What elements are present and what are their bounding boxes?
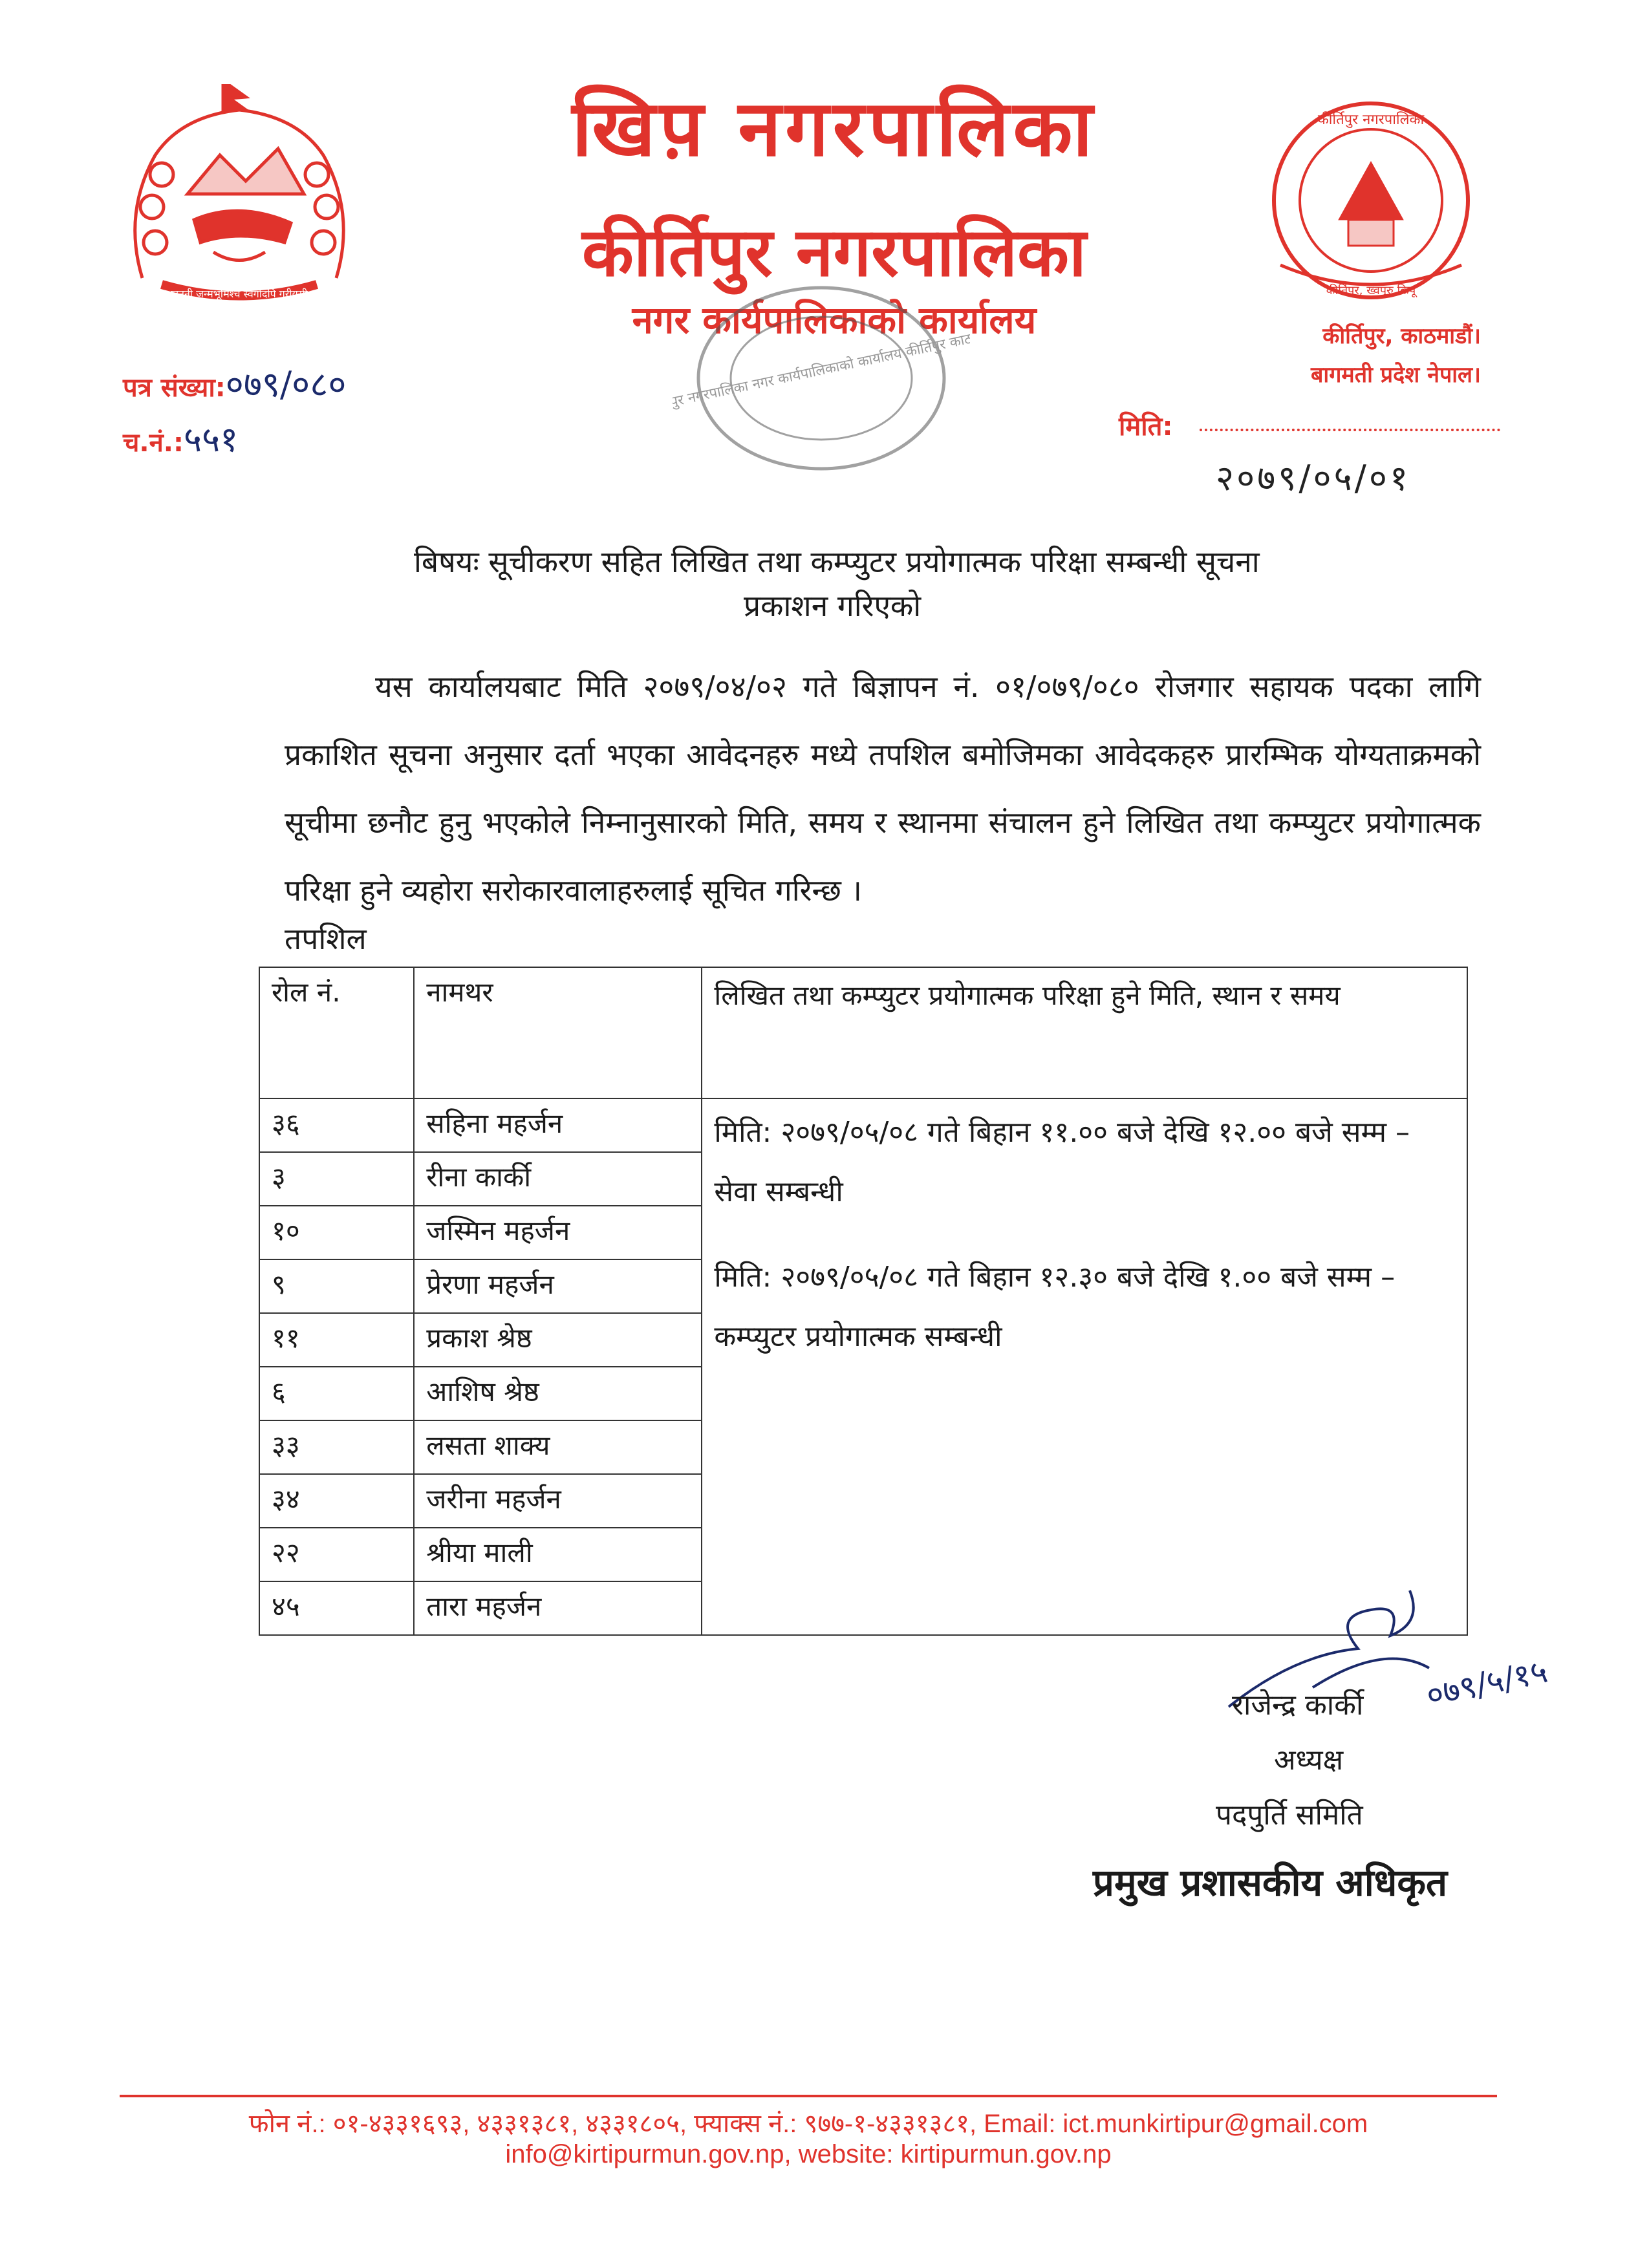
- footer-divider: [120, 2095, 1497, 2097]
- roll-cell: ९: [259, 1259, 414, 1313]
- name-cell: तारा महर्जन: [414, 1581, 702, 1635]
- roll-cell: ६: [259, 1367, 414, 1420]
- date-dotted-line: [1200, 423, 1500, 431]
- date-label: मिति:: [1119, 412, 1173, 442]
- letter-number: [123, 359, 346, 407]
- dispatch-number-label: च.नं.:: [123, 428, 184, 458]
- office-address: [1209, 317, 1481, 394]
- roll-cell: ३: [259, 1152, 414, 1206]
- address-line-1: कीर्तिपुर, काठमाडौं।: [1322, 323, 1481, 349]
- signatory-name: राजेन्द्र कार्की: [1232, 1689, 1364, 1722]
- svg-text:कीर्तिपुर नगरपालिका: कीर्तिपुर नगरपालिका: [1317, 112, 1425, 128]
- office-name: नगर कार्यपालिकाको कार्यालय: [632, 298, 1037, 342]
- name-cell: लसता शाक्य: [414, 1420, 702, 1474]
- office-stamp: [673, 272, 970, 485]
- nepal-emblem-icon: [116, 84, 362, 317]
- dispatch-number: [123, 414, 238, 462]
- name-cell: श्रीया माली: [414, 1528, 702, 1581]
- table-header-row: [259, 967, 1467, 1098]
- signatory-role-chair: अध्यक्ष: [1274, 1744, 1344, 1777]
- footer-web: info@kirtipurmun.gov.np, website: kirtipurmun.gov.np: [505, 2140, 1112, 2168]
- footer-contact: फोन नं.: ०१-४३३१६९३, ४३३१३८१, ४३३१८०५, फ्याक्स नं.: ९७७-१-४३३१३८१, Email: ict.munkirtipur@gmail.com: [248, 2110, 1368, 2138]
- svg-text:०७९/५/१५: ०७९/५/१५: [1423, 1652, 1551, 1715]
- name-cell: प्रेरणा महर्जन: [414, 1259, 702, 1313]
- header-roll: रोल नं.: [259, 967, 414, 1098]
- roll-cell: ३३: [259, 1420, 414, 1474]
- schedule-item: मिति: २०७९/०५/०८ गते बिहान ११.०० बजे देखि १२.०० बजे सम्म – सेवा सम्बन्धी: [714, 1116, 1410, 1208]
- header-schedule: लिखित तथा कम्प्युटर प्रयोगात्मक परिक्षा हुने मिति, स्थान र समय: [702, 967, 1467, 1098]
- schedule-cell: [702, 1098, 1467, 1635]
- svg-text:कीर्तिपुर नगरपालिका नगर कार्यप: कीर्तिपुर नगरपालिका नगर कार्यपालिकाको कार्यालय कीर्तिपुर काठमाडौं: [673, 325, 970, 416]
- municipality-logo-icon: [1242, 97, 1500, 310]
- name-cell: जस्मिन महर्जन: [414, 1206, 702, 1259]
- name-cell: रीना कार्की: [414, 1152, 702, 1206]
- roll-cell: १०: [259, 1206, 414, 1259]
- municipality-title-newari: खिप़ नगरपालिका: [572, 84, 1097, 174]
- roll-cell: २२: [259, 1528, 414, 1581]
- details-label: तपशिल: [285, 921, 367, 956]
- municipality-title: कीर्तिपुर नगरपालिका: [582, 213, 1086, 292]
- chief-admin-officer: प्रमुख प्रशासकीय अधिकृत: [1093, 1861, 1448, 1905]
- letter-number-label: पत्र संख्या:: [123, 373, 226, 403]
- dispatch-number-value: ५५१: [184, 419, 239, 460]
- name-cell: आशिष श्रेष्ठ: [414, 1367, 702, 1420]
- schedule-item: मिति: २०७९/०५/०८ गते बिहान १२.३० बजे देखि १.०० बजे सम्म – कम्प्युटर प्रयोगात्मक सम्बन्धी: [714, 1261, 1396, 1353]
- svg-text:कीर्तिपुर, ख्वपुरु किपू: कीर्तिपुर, ख्वपुरु किपू: [1326, 284, 1416, 297]
- candidate-table: [259, 967, 1468, 1636]
- subject-line-1: बिषयः सूचीकरण सहित लिखित तथा कम्प्युटर प्रयोगात्मक परिक्षा सम्बन्धी सूचना: [414, 544, 1260, 579]
- svg-text:जननी जन्मभूमिश्च स्वर्गादपि गर: जननी जन्मभूमिश्च स्वर्गादपि गरीयसी: [171, 288, 308, 300]
- roll-cell: ३६: [259, 1098, 414, 1152]
- header-name: नामथर: [414, 967, 702, 1098]
- address-line-2: बागमती प्रदेश नेपाल।: [1311, 362, 1481, 388]
- letter-number-value: ०७९/०८०: [225, 364, 347, 405]
- roll-cell: ११: [259, 1313, 414, 1367]
- roll-cell: ४५: [259, 1581, 414, 1635]
- notice-paragraph: यस कार्यालयबाट मिति २०७९/०४/०२ गते बिज्ञापन नं. ०१/०७९/०८० रोजगार सहायक पदका लागि प्रकाशित सूचना अनुसार दर्ता भएका आवेदनहरु मध्ये तपशिल बमोजिमका आवेदकहरु प्रारम्भिक योग्यताक्रमको सूचीमा छनौट हुनु भएकोले निम्नानुसारको मिति, समय र स्थानमा संचालन हुने लिखित तथा कम्प्युटर प्रयोगात्मक परिक्षा हुने व्यहोरा सरोकारवालाहरुलाई सूचित गरिन्छ ।: [285, 669, 1481, 908]
- subject-line-2: प्रकाशन गरिएको: [744, 588, 921, 623]
- signatory-committee: पदपुर्ति समिति: [1216, 1799, 1363, 1832]
- name-cell: प्रकाश श्रेष्ठ: [414, 1313, 702, 1367]
- roll-cell: ३४: [259, 1474, 414, 1528]
- name-cell: जरीना महर्जन: [414, 1474, 702, 1528]
- name-cell: सहिना महर्जन: [414, 1098, 702, 1152]
- table-row: [259, 1098, 1467, 1152]
- letter-date: २०७९/०५/०१: [1216, 458, 1411, 498]
